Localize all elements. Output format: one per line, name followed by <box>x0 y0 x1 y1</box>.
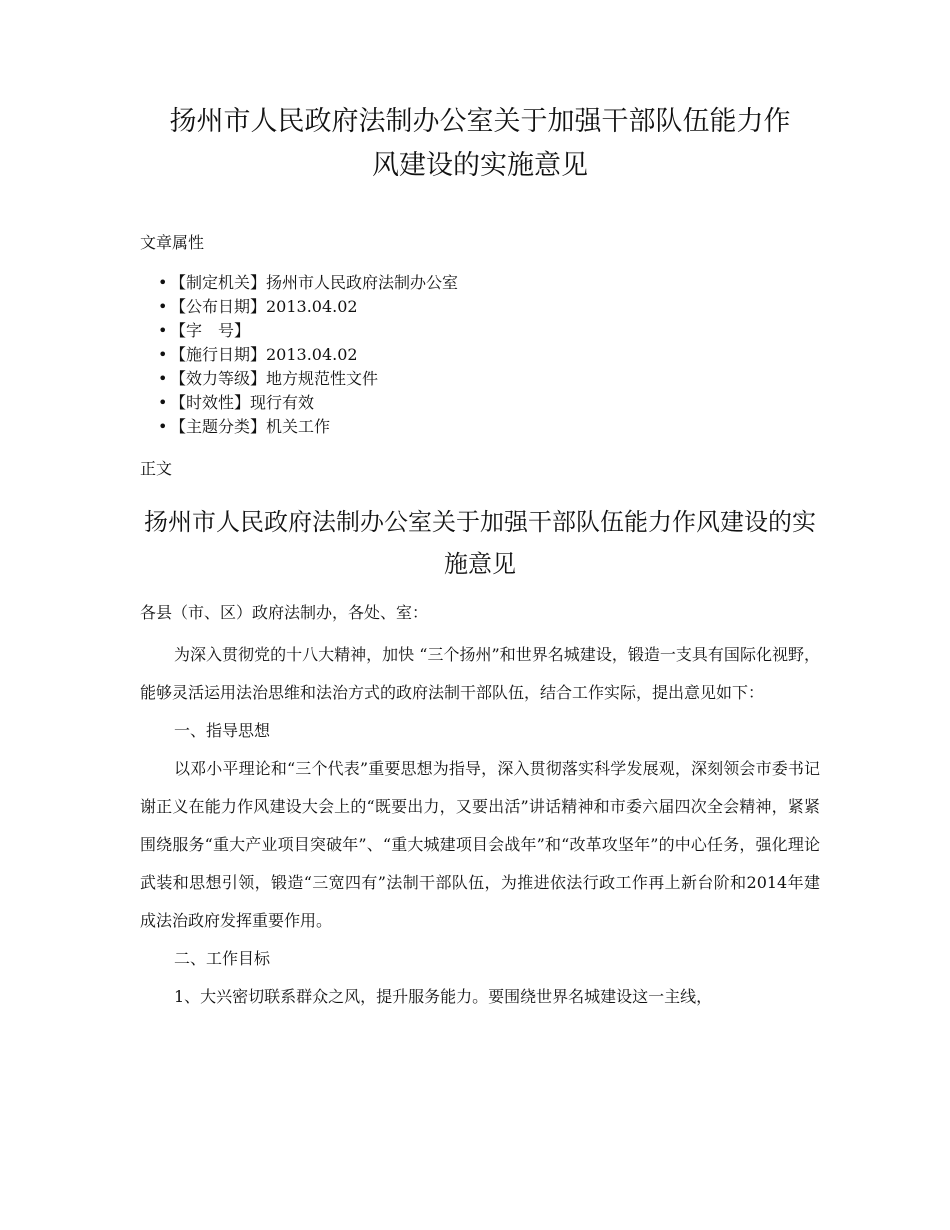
bullet-icon: • <box>158 417 168 436</box>
section-heading: 一、指导思想 <box>174 721 271 740</box>
paragraph: 以邓小平理论和“三个代表”重要思想为指导，深入贯彻落实科学发展观，深刻领会市委书记谢正义在能力作风建设大会上的“既要出力，又要出活”讲话精神和市委六届四次全会精神，紧紧围绕服务“重大产业项目突破年”、“重大城建项目会战年”和“改革攻坚年”的中心任务，强化理论武装和思想引领，锻造“三宽四有”法制干部队伍，为推进依法行政工作再上新台阶和2014年建成法治政府发挥重要作用。 <box>140 759 820 930</box>
document-page <box>140 100 820 1016</box>
attribute-item: • 【公布日期】2013.04.02 <box>170 295 820 319</box>
salutation: 各县（市、区）政府法制办，各处、室： <box>140 603 429 622</box>
bullet-icon: • <box>158 321 168 340</box>
bullet-icon: • <box>158 297 168 316</box>
bullet-icon: • <box>158 393 168 412</box>
bullet-icon: • <box>158 345 168 364</box>
attribute-item: • 【主题分类】机关工作 <box>170 415 820 439</box>
paragraph: 为深入贯彻党的十八大精神，加快 “三个扬州”和世界名城建设，锻造一支具有国际化视野，能够灵活运用法治思维和法治方式的政府法制干部队伍，结合工作实际，提出意见如下： <box>140 645 820 702</box>
attributes-label: 文章属性 <box>140 233 205 252</box>
body-title: 扬州市人民政府法制办公室关于加强干部队伍能力作风建设的实施意见 <box>144 508 816 578</box>
bullet-icon: • <box>158 369 168 388</box>
attribute-item: • 【施行日期】2013.04.02 <box>170 343 820 367</box>
bullet-icon: • <box>158 273 168 292</box>
attribute-item: • 【字 号】 <box>170 319 820 343</box>
body-label: 正文 <box>140 459 173 478</box>
attribute-item: • 【时效性】现行有效 <box>170 391 820 415</box>
section-heading: 二、工作目标 <box>174 949 271 968</box>
attribute-item: • 【效力等级】地方规范性文件 <box>170 367 820 391</box>
document-title: 扬州市人民政府法制办公室关于加强干部队伍能力作风建设的实施意见 <box>169 106 791 181</box>
attribute-item: • 【制定机关】扬州市人民政府法制办公室 <box>170 271 820 295</box>
attributes-list <box>140 271 820 439</box>
paragraph: 1、大兴密切联系群众之风，提升服务能力。要围绕世界名城建设这一主线， <box>174 987 713 1006</box>
